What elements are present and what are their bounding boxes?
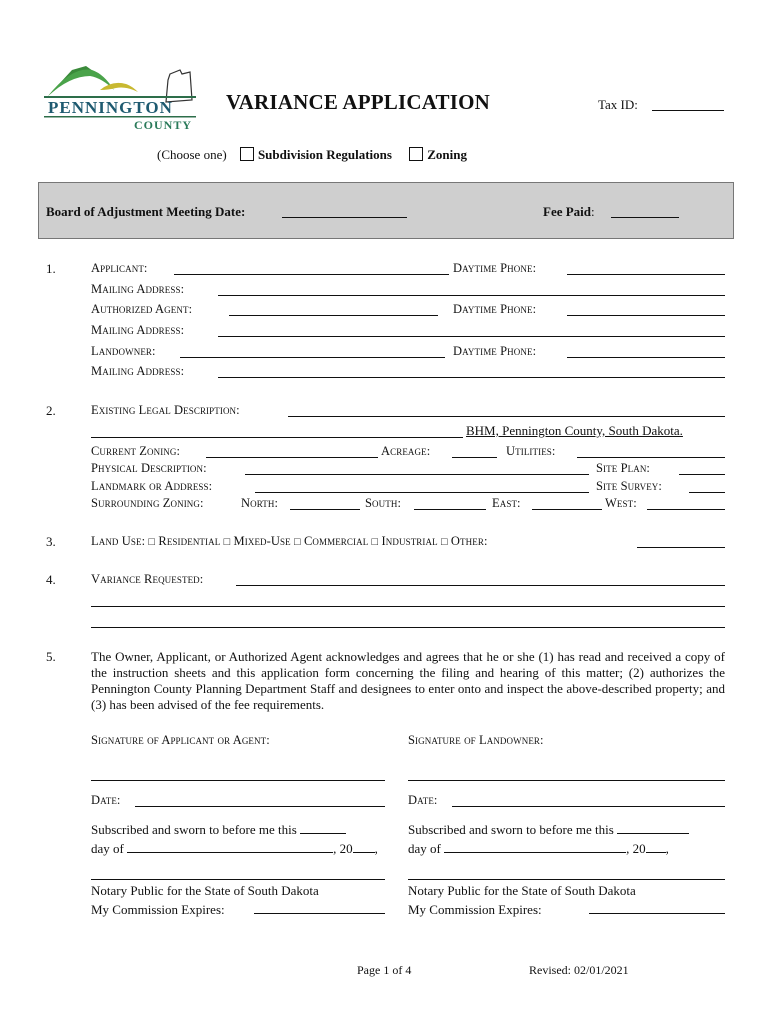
variance-field-3[interactable] [91, 627, 725, 628]
land-use-row [91, 534, 488, 549]
day-of-right-label: day of [408, 841, 441, 856]
notary-sig-right-field[interactable] [408, 879, 725, 880]
subscribed-right-day-field[interactable] [617, 823, 689, 834]
section-2-number: 2. [46, 403, 56, 418]
page-title: VARIANCE APPLICATION [226, 90, 491, 114]
applicant-date-label: Date: [91, 793, 121, 807]
section-4-number: 4. [46, 572, 56, 587]
north-field[interactable] [290, 509, 360, 510]
physical-desc-label: Physical Description: [91, 461, 207, 475]
day-of-left-label: day of [91, 841, 124, 856]
year-left-field[interactable] [353, 842, 375, 853]
legal-desc-field[interactable] [288, 416, 725, 417]
subscribed-left [91, 820, 378, 858]
commission-left-label: My Commission Expires: [91, 902, 225, 917]
subscribed-right [408, 820, 689, 858]
zoning-checkbox[interactable] [409, 147, 423, 161]
other-label: Other: [450, 534, 488, 548]
residential-checkbox[interactable]: □ [148, 536, 156, 548]
notary-left-text: Notary Public for the State of South Dakota [91, 883, 319, 898]
site-survey-label: Site Survey: [596, 479, 662, 493]
sig-applicant-label: Signature of Applicant or Agent: [91, 733, 270, 747]
landowner-mailing-field[interactable] [218, 377, 725, 378]
day-of-left-field[interactable] [127, 842, 333, 853]
applicant-label: Applicant: [91, 261, 148, 275]
section-5-number: 5. [46, 649, 56, 664]
utilities-label: Utilities: [506, 444, 556, 458]
commission-left-field[interactable] [254, 913, 385, 914]
current-zoning-field[interactable] [206, 457, 378, 458]
applicant-mailing-label: Mailing Address: [91, 282, 185, 296]
day-of-right-field[interactable] [444, 842, 626, 853]
other-checkbox[interactable]: □ [440, 536, 448, 548]
surrounding-label: Surrounding Zoning: [91, 496, 204, 510]
logo-line2: COUNTY [134, 118, 193, 132]
applicant-phone-field[interactable] [567, 274, 725, 275]
landowner-label: Landowner: [91, 344, 156, 358]
acreage-label: Acreage: [381, 444, 431, 458]
subdivision-checkbox[interactable] [240, 147, 254, 161]
notary-sig-left-field[interactable] [91, 879, 385, 880]
sig-landowner-field[interactable] [408, 780, 725, 781]
agent-label: Authorized Agent: [91, 302, 193, 316]
subdivision-label: Subdivision Regulations [257, 147, 392, 162]
fee-paid-colon: : [591, 204, 595, 219]
fee-paid-text: Fee Paid [543, 204, 592, 219]
agent-mailing-label: Mailing Address: [91, 323, 185, 337]
variance-field-1[interactable] [236, 585, 725, 586]
variance-field-2[interactable] [91, 606, 725, 607]
legal-desc-label: Existing Legal Description: [91, 403, 240, 417]
acknowledgement-text: The Owner, Applicant, or Authorized Agent acknowledges and agrees that he or she (1) has read and received a copy of the instruction sheets and this application form concerning the filing and hearing of this matter; (2) authorizes the Pennington County Planning Department Staff and designees to enter onto and inspect the above-described property; and (3) has been advised of the fee requirements. [91, 649, 725, 712]
year-prefix-right: , 20 [626, 841, 646, 856]
sig-landowner-label: Signature of Landowner: [408, 733, 544, 747]
year-right-field[interactable] [646, 842, 666, 853]
applicant-date-field[interactable] [135, 806, 385, 807]
zoning-label: Zoning [427, 147, 467, 162]
landowner-date-field[interactable] [452, 806, 725, 807]
mixed-use-label: Mixed-Use [233, 534, 291, 548]
revised-date: Revised: 02/01/2021 [529, 963, 629, 977]
section-1-number: 1. [46, 261, 56, 276]
commercial-checkbox[interactable]: □ [293, 536, 301, 548]
physical-desc-field[interactable] [245, 474, 589, 475]
applicant-phone-label: Daytime Phone: [453, 261, 537, 275]
meeting-date-label: Board of Adjustment Meeting Date: [46, 204, 246, 219]
commission-right-field[interactable] [589, 913, 725, 914]
logo-line1: PENNINGTON [48, 98, 173, 117]
acreage-field[interactable] [452, 457, 497, 458]
south-label: South: [365, 496, 402, 510]
landowner-mailing-label: Mailing Address: [91, 364, 185, 378]
west-field[interactable] [647, 509, 725, 510]
site-plan-label: Site Plan: [596, 461, 650, 475]
industrial-label: Industrial [381, 534, 438, 548]
east-field[interactable] [532, 509, 602, 510]
industrial-checkbox[interactable]: □ [371, 536, 379, 548]
tax-id-label: Tax ID: [598, 97, 638, 112]
page-number: Page 1 of 4 [357, 963, 412, 977]
bhm-text: BHM, Pennington County, South Dakota. [466, 423, 683, 438]
other-field[interactable] [637, 547, 725, 548]
subscribed-right-text: Subscribed and sworn to before me this [408, 822, 614, 837]
subscribed-left-day-field[interactable] [300, 823, 346, 834]
applicant-mailing-field[interactable] [218, 295, 725, 296]
choose-one-row [157, 147, 467, 163]
subscribed-left-text: Subscribed and sworn to before me this [91, 822, 297, 837]
applicant-field[interactable] [174, 274, 449, 275]
choose-one-label: (Choose one) [157, 147, 227, 162]
south-field[interactable] [414, 509, 486, 510]
section-3-number: 3. [46, 534, 56, 549]
variance-requested-label: Variance Requested: [91, 572, 204, 586]
county-logo [42, 60, 202, 140]
mixed-use-checkbox[interactable]: □ [223, 536, 231, 548]
legal-desc-field-2[interactable] [91, 437, 463, 438]
meeting-date-field[interactable] [282, 217, 407, 218]
landmark-label: Landmark or Address: [91, 479, 213, 493]
east-label: East: [492, 496, 521, 510]
year-prefix-left: , 20 [333, 841, 353, 856]
land-use-label: Land Use: [91, 534, 146, 548]
utilities-field[interactable] [577, 457, 725, 458]
agent-mailing-field[interactable] [218, 336, 725, 337]
current-zoning-label: Current Zoning: [91, 444, 181, 458]
year-suffix-right: , [665, 841, 669, 856]
site-survey-field[interactable] [689, 492, 725, 493]
agent-phone-field[interactable] [567, 315, 725, 316]
notary-right-text: Notary Public for the State of South Dakota [408, 883, 636, 898]
fee-paid-field[interactable] [611, 217, 679, 218]
commission-right-label: My Commission Expires: [408, 902, 542, 917]
agent-field[interactable] [229, 315, 438, 316]
landowner-field[interactable] [180, 357, 445, 358]
tax-id-field[interactable] [652, 110, 724, 111]
landmark-field[interactable] [255, 492, 589, 493]
sig-applicant-field[interactable] [91, 780, 385, 781]
residential-label: Residential [158, 534, 221, 548]
landowner-phone-field[interactable] [567, 357, 725, 358]
fee-paid-label [543, 204, 595, 220]
north-label: North: [241, 496, 279, 510]
year-suffix-left: , [374, 841, 378, 856]
agent-phone-label: Daytime Phone: [453, 302, 537, 316]
site-plan-field[interactable] [679, 474, 725, 475]
west-label: West: [605, 496, 637, 510]
landowner-phone-label: Daytime Phone: [453, 344, 537, 358]
landowner-date-label: Date: [408, 793, 438, 807]
commercial-label: Commercial [303, 534, 369, 548]
